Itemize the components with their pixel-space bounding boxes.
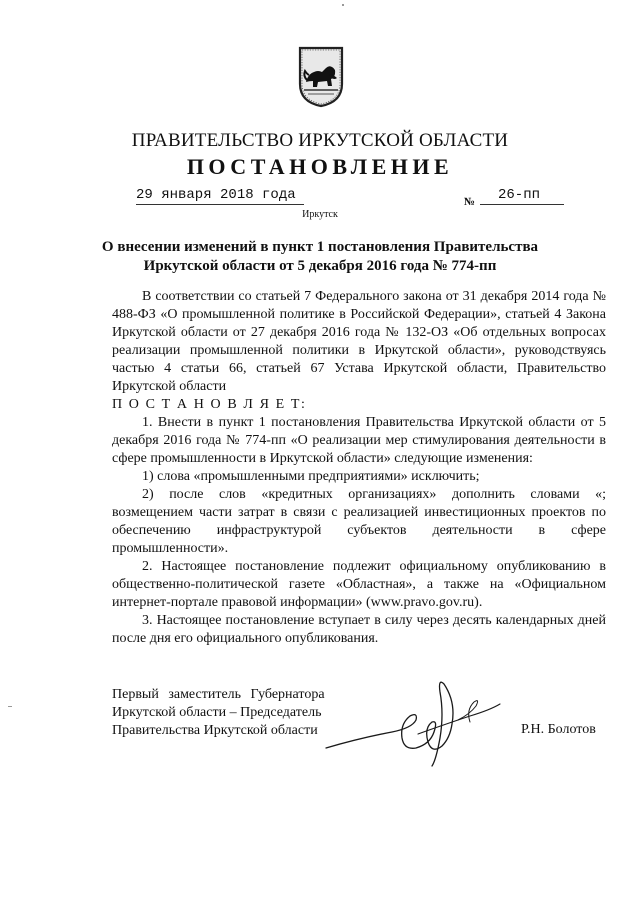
heading-line-2: Иркутской области от 5 декабря 2016 года № 774-пп xyxy=(143,258,497,274)
scan-mark xyxy=(8,706,12,707)
position-line-3: Правительства Иркутской области xyxy=(112,723,318,738)
heading-line-1: О внесении изменений в пункт 1 постановления Правительства xyxy=(101,239,539,255)
item-3-paragraph: 3. Настоящее постановление вступает в силу через десять календарных дней после дня его официального опубликования. xyxy=(112,613,606,646)
signatory-position xyxy=(112,686,325,740)
document-body xyxy=(112,288,606,648)
handwritten-signature xyxy=(320,676,520,768)
document-number: 26-пп xyxy=(480,187,564,205)
preamble-paragraph: В соответствии со статьей 7 Федерального закона от 31 декабря 2014 года № 488-ФЗ «О промышленной политике в Российской Федерации», статьей 4 Закона Иркутской области от 27 декабря 2016 года № 132-ОЗ «Об отдельных вопросах реализации промышленной политики в Иркутской области», руководствуясь частью 4 статьи 66, статьей 67 Устава Иркутской области, Правительство Иркутской области xyxy=(112,289,606,394)
signatory-name: Р.Н. Болотов xyxy=(521,722,596,737)
resolves-line: П О С Т А Н О В Л Я Е Т: xyxy=(112,397,307,412)
position-line-1: Первый заместитель Губернатора xyxy=(112,687,325,702)
item-1-paragraph: 1. Внести в пункт 1 постановления Правительства Иркутской области от 5 декабря 2016 года № 774-пп «О реализации мер стимулирования деятельности в сфере промышленности в Иркутской области» следующие изменения: xyxy=(112,415,606,466)
document-heading xyxy=(100,238,540,276)
document-date: 29 января 2018 года xyxy=(136,187,304,205)
item-1-subitem-1: 1) слова «промышленными предприятиями» исключить; xyxy=(142,469,480,484)
item-2-paragraph: 2. Настоящее постановление подлежит официальному опубликованию в общественно-политической газете «Областная», а также на «Официальном интернет-портале правовой информации» (www.pravo.gov.ru). xyxy=(112,559,606,610)
position-line-2: Иркутской области – Председатель xyxy=(112,705,322,720)
number-sign: № xyxy=(464,196,476,208)
item-1-subitem-2: 2) после слов «кредитных организациях» дополнить словами «; возмещением части затрат в связи с реализацией инвестиционных проектов по обеспечению инфраструктурой субъектов деятельности в сфере промышленности». xyxy=(112,487,606,556)
government-title: ПРАВИТЕЛЬСТВО ИРКУТСКОЙ ОБЛАСТИ xyxy=(131,130,509,151)
scan-mark xyxy=(342,4,344,6)
coat-of-arms-emblem xyxy=(296,44,346,108)
issue-city: Иркутск xyxy=(302,209,338,220)
document-type-title: ПОСТАНОВЛЕНИЕ xyxy=(186,154,454,179)
